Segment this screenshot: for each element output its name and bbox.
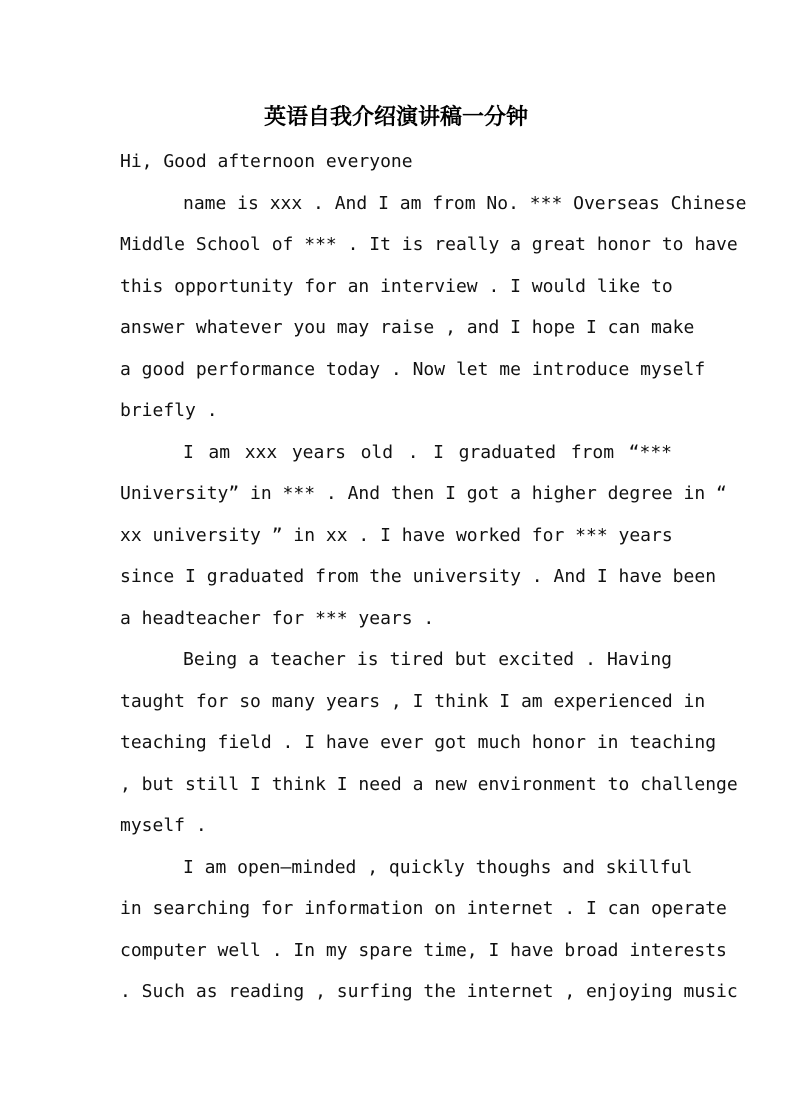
text-line: , but still I think I need a new environment to challenge (120, 773, 738, 795)
text-line: taught for so many years , I think I am experienced in (120, 690, 706, 712)
text-line: xx university ” in xx . I have worked for *** years (120, 524, 673, 546)
text-line: Middle School of *** . It is really a great honor to have (120, 234, 738, 255)
text-line: myself . (120, 815, 207, 836)
text-line: this opportunity for an interview . I would like to (120, 275, 673, 297)
text-line: University” in *** . And then I got a higher degree in “ (120, 483, 727, 504)
text-line: since I graduated from the university . And I have been (120, 566, 717, 587)
text-line: . Such as reading , surfing the internet , enjoying music (120, 981, 738, 1002)
text-line: answer whatever you may raise , and I hope I can make (120, 317, 695, 338)
text-line: Being a teacher is tired but excited . Having (183, 649, 672, 670)
text-line: a headteacher for *** years . (120, 607, 435, 629)
text-line: in searching for information on internet . I can operate (120, 898, 727, 919)
text-line: a good performance today . Now let me introduce myself (120, 358, 706, 380)
document-title: 英语自我介绍演讲稿一分钟 (263, 104, 528, 130)
text-line: briefly . (120, 400, 218, 421)
text-line: I am xxx years old . I graduated from “*** (183, 441, 672, 463)
text-line: computer well . In my spare time, I have broad interests (120, 939, 727, 961)
text-line: teaching field . I have ever got much honor in teaching (120, 732, 717, 753)
text-line: name is xxx . And I am from No. *** Overseas Chinese (183, 192, 747, 214)
text-line: Hi, Good afternoon everyone (120, 151, 413, 172)
document-body (120, 141, 747, 1013)
text-line: I am open—minded , quickly thoughs and skillful (183, 856, 693, 878)
